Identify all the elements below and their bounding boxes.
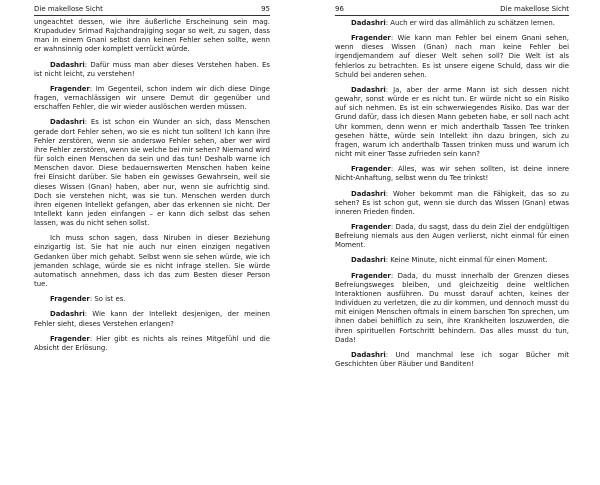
paragraph-text: : Im Gegenteil, schon indem wir dich diese Dinge fragen, vernachlässigen wir unsere Demut dir gegenüber und erschaffen Fehler, die wir wieder auslöschen werden müssen. xyxy=(34,84,270,112)
paragraph-text: : Ja, aber der arme Mann ist sich dessen nicht gewahr, sonst würde er es nicht tun. Er würde nicht so ein Risiko auf sich nehmen. Es ist ein schwerwiegendes Risiko. Das war der Grund dafür, dass ich diesen Mann gebeten habe, er soll nach acht Uhr kommen, denn wenn er mich anderthalb Tassen Tee trinken gesehen hätte, würde sein Intellekt ihn dazu bringen, sich zu fragen, warum ich anderthalb Tassen trinken muss und warum ich nicht mit einer Tasse zufrieden sein kann? xyxy=(335,85,569,159)
dialogue-paragraph xyxy=(335,223,569,250)
paragraph-text: : Keine Minute, nicht einmal für einen Moment. xyxy=(385,256,548,265)
dialogue-paragraph xyxy=(335,34,569,80)
dialogue-paragraph xyxy=(335,351,569,369)
running-head-title: Die makellose Sicht xyxy=(500,5,569,13)
dialogue-paragraph xyxy=(335,86,569,159)
dialogue-paragraph xyxy=(34,310,270,328)
paragraph-text: : Es ist schon ein Wunder an sich, dass Menschen gerade dort Fehler sehen, wo sie es nicht tun sollten! Ich kann ihre Fehler zerstören, wenn sie anderswo Fehler sehen, aber wer wird ihre Fehler zerstören, wenn sie welche bei mir sehen? Niemand wird für solch einen Menschen da sein und das tun! Deshalb warne ich Menschen davor. Diese bedauernswerten Menschen haben keine frei Einsicht darüber. Sie haben ein gewisses Gewahrsein, weil sie dieses Wissen (Gnan) haben, aber nur, wenn sie aufrichtig sind. Doch sie verstehen nicht, was sie tun. Menschen werden durch ihren eigenen Intellekt gefangen, aber das erkennen sie nicht. Der Intellekt kann jeden einfangen – er kann dich selbst das sehen lassen, was du nicht sehen sollst. xyxy=(34,118,270,228)
running-head xyxy=(34,5,270,16)
speaker-name: Dadashri xyxy=(351,189,386,198)
dialogue-paragraph xyxy=(34,61,270,79)
dialogue-paragraph xyxy=(335,19,569,28)
dialogue-paragraph xyxy=(335,272,569,345)
paragraph xyxy=(34,18,270,55)
speaker-name: Dadashri xyxy=(50,118,85,127)
dialogue-paragraph xyxy=(34,335,270,353)
paragraph-text: : Alles, was wir sehen sollten, ist deine innere Nicht-Anhaftung, selbst wenn du Tee trinkst! xyxy=(335,165,569,183)
speaker-name: Fragender xyxy=(50,295,90,304)
speaker-name: Dadashri xyxy=(50,60,85,69)
page-number: 95 xyxy=(261,5,270,13)
paragraph-text: ungeachtet dessen, wie ihre äußerliche Erscheinung sein mag. Krupadudev Srimad Rajchandrajiging sogar so weit, zu sagen, dass man in einem Gnani selbst dann keinen Fehler sehen sollte, wenn er wahnsinnig oder komplett verrückt würde. xyxy=(34,18,270,54)
speaker-name: Dadashri xyxy=(50,310,85,319)
paragraph-text: : Wie kann man Fehler bei einem Gnani sehen, wenn dieses Wissen (Gnan) nach man keine Fehler bei irgendjemandem auf dieser Welt sehen soll? Die Welt ist als fehlerlos zu betrachten. Es ist unsere eigene Schuld, dass wir die Schuld bei anderen sehen. xyxy=(335,34,569,79)
paragraph-text: Ich muss schon sagen, dass Niruben in dieser Beziehung einzigartig ist. Sie hat nie auch nur einen einzigen negativen Gedanken über mich gehabt. Selbst wenn sie sehen würde, wie ich jemanden schlage, würde sie es nicht infrage stellen. Sie würde automatisch annehmen, dass ich das zum Besten dieser Person tue. xyxy=(34,234,270,289)
page-number: 96 xyxy=(335,5,344,13)
speaker-name: Dadashri xyxy=(351,85,386,94)
speaker-name: Fragender xyxy=(50,334,90,343)
right-page xyxy=(300,0,600,485)
paragraph-text: : So ist es. xyxy=(89,295,126,304)
running-head xyxy=(335,5,569,16)
paragraph-text: : Und manchmal lese ich sogar Bücher mit Geschichten über Räuber und Banditen! xyxy=(335,350,569,368)
speaker-name: Fragender xyxy=(50,84,90,93)
dialogue-paragraph xyxy=(34,295,270,304)
speaker-name: Fragender xyxy=(351,271,391,280)
speaker-name: Fragender xyxy=(351,34,391,43)
paragraph-text: : Dada, du sagst, dass du dein Ziel der endgültigen Befreiung niemals aus den Augen verlierst, nicht einmal für einen Moment. xyxy=(335,222,569,250)
paragraph-text: : Dafür muss man aber dieses Verstehen haben. Es ist nicht leicht, zu verstehen! xyxy=(34,60,270,78)
speaker-name: Fragender xyxy=(351,165,391,174)
speaker-name: Dadashri xyxy=(351,256,386,265)
speaker-name: Dadashri xyxy=(351,19,386,27)
speaker-name: Dadashri xyxy=(351,350,386,359)
dialogue-paragraph xyxy=(335,256,569,265)
speaker-name: Fragender xyxy=(351,222,391,231)
running-head-title: Die makellose Sicht xyxy=(34,5,103,13)
paragraph-text: : Dada, du musst innerhalb der Grenzen dieses Befreiungsweges bleiben, und gleichzeitig deine weltlichen Interaktionen ausführen. Du musst darauf achten, keines der Individuen zu verletzen, die zu dir kommen, und dennoch musst du mit einigen Menschen oftmals in einem barschen Ton sprechen, um ihnen dabei behilflich zu sein, ihre Krankheiten loszuwerden, die ihren spirituellen Fortschritt behindern. Das alles musst du tun, Dada! xyxy=(335,271,569,344)
dialogue-paragraph xyxy=(34,85,270,112)
paragraph-text: : Wie kann der Intellekt desjenigen, der meinen Fehler sieht, dieses Verstehen erlangen? xyxy=(34,310,270,328)
paragraph xyxy=(34,234,270,289)
paragraph-text: : Woher bekommt man die Fähigkeit, das so zu sehen? Es ist schon gut, wenn sie durch das Wissen (Gnan) etwas inneren Frieden finden. xyxy=(335,189,569,216)
dialogue-paragraph xyxy=(335,165,569,183)
paragraph-text: : Auch er wird das allmählich zu schätzen lernen. xyxy=(385,19,555,27)
dialogue-paragraph xyxy=(34,118,270,228)
dialogue-paragraph xyxy=(335,190,569,217)
paragraph-text: : Hier gibt es nichts als reines Mitgefühl und die Absicht der Erlösung. xyxy=(34,334,270,352)
